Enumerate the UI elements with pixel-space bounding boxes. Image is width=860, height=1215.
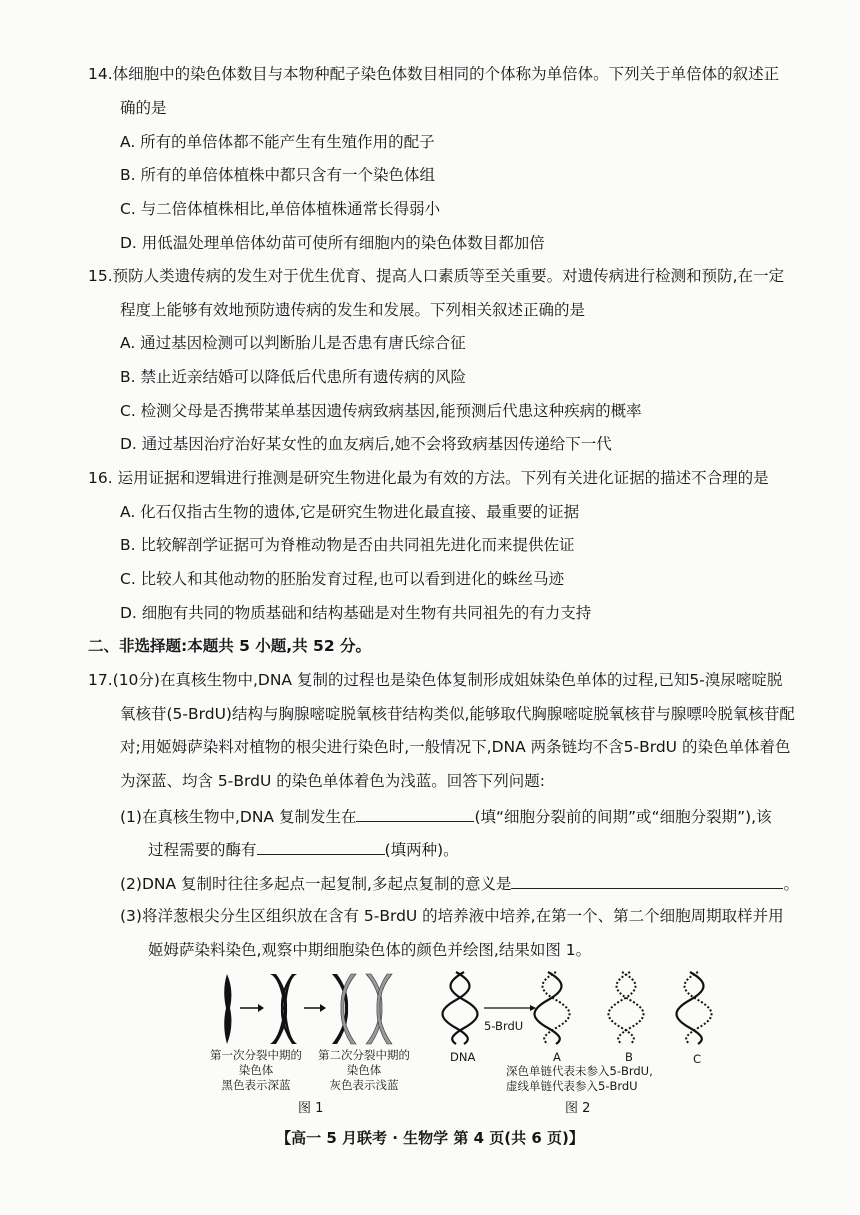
q16-option-a: A. 化石仅指古生物的遗体,它是研究生物进化最直接、最重要的证据: [120, 503, 580, 521]
arrow-icon: [240, 1004, 264, 1012]
arrow-icon: [304, 1004, 326, 1012]
q17-part3-line2: 姬姆萨染料染色,观察中期细胞染色体的颜色并绘图,结果如图 1。: [148, 941, 592, 959]
first-division-chromosome: [270, 974, 297, 1044]
figure2-dna-helices: [440, 968, 730, 1048]
figure2-label-dna: DNA: [450, 1050, 476, 1064]
q17-stem-line3: 对;用姬姆萨染料对植物的根尖进行染色时,一般情况下,DNA 两条链均不含5-BrdU 的染色单体着色: [120, 738, 791, 756]
section-heading: 二、非选择题:本题共 5 小题,共 52 分。: [88, 637, 372, 655]
dna-helix-b: [609, 972, 644, 1044]
figure2-label: 图 2: [565, 1101, 591, 1116]
q15-option-a: A. 通过基因检测可以判断胎儿是否患有唐氏综合征: [120, 334, 466, 352]
q15-option-d: D. 通过基因治疗治好某女性的血友病后,她不会将致病基因传递给下一代: [120, 435, 612, 453]
q17-part2: [120, 872, 799, 894]
answer-blank[interactable]: [511, 872, 783, 889]
q15-option-b: B. 禁止近亲结婚可以降低后代患所有遗传病的风险: [120, 368, 466, 386]
q16-option-d: D. 细胞有共同的物质基础和结构基础是对生物有共同祖先的有力支持: [120, 604, 592, 622]
answer-blank[interactable]: [356, 805, 474, 822]
q17-part1-enzyme-hint: (填两种)。: [384, 841, 459, 859]
figure2-label-c: C: [693, 1052, 702, 1066]
figure1-caption-second: [312, 1048, 416, 1093]
q14-option-b: B. 所有的单倍体植株中都只含有一个染色体组: [120, 166, 435, 184]
q17-part1-enzyme-text: 过程需要的酶有: [148, 841, 257, 859]
note-line: 深色单链代表未参入5-BrdU,: [506, 1064, 653, 1078]
q14-stem-line2: 确的是: [120, 99, 167, 117]
caption-line: 第一次分裂中期的: [210, 1048, 302, 1062]
q17-part3-line1: (3)将洋葱根尖分生区组织放在含有 5-BrdU 的培养液中培养,在第一个、第二个细胞周期取样并用: [120, 907, 784, 925]
figure1-chromosomes: [200, 970, 410, 1050]
caption-line: 黑色表示深蓝: [221, 1078, 291, 1092]
page-footer: 【高一 5 月联考 · 生物学 第 4 页(共 6 页)】: [276, 1129, 584, 1147]
figure2-note: [506, 1064, 653, 1094]
second-division-chromosome-2: [366, 974, 392, 1044]
caption-line: 染色体: [346, 1063, 382, 1077]
dna-parent-helix: [443, 972, 478, 1044]
caption-line: 灰色表示浅蓝: [329, 1078, 399, 1092]
q17-part1-hint: (填“细胞分裂前的间期”或“细胞分裂期”),该: [474, 808, 772, 826]
second-division-chromosome-1: [332, 974, 356, 1044]
q17-stem-line2: 氧核苷(5-BrdU)结构与胸腺嘧啶脱氧核苷结构类似,能够取代胸腺嘧啶脱氧核苷与腺嘌呤脱氧核苷配: [120, 705, 795, 723]
q14-option-a: A. 所有的单倍体都不能产生有生殖作用的配子: [120, 133, 435, 151]
q16-option-c: C. 比较人和其他动物的胚胎发育过程,也可以看到进化的蛛丝马迹: [120, 570, 565, 588]
q15-stem-line1: 15.预防人类遗传病的发生对于优生优育、提高人口素质等至关重要。对遗传病进行检测和预防,在一定: [88, 267, 785, 285]
figure2-arrow-label: 5-BrdU: [484, 1019, 524, 1033]
q17-part1-line1: [120, 805, 772, 827]
q15-option-c: C. 检测父母是否携带某单基因遗传病致病基因,能预测后代患这种疾病的概率: [120, 402, 642, 420]
q17-part2-end: 。: [783, 875, 799, 893]
figure1-label: 图 1: [298, 1101, 324, 1116]
unreplicated-chromosome: [224, 974, 231, 1044]
q14-option-c: C. 与二倍体植株相比,单倍体植株通常长得弱小: [120, 200, 441, 218]
q17-stem-line1: 17.(10分)在真核生物中,DNA 复制的过程也是染色体复制形成姐妹染色单体的过程,已知5-溴尿嘧啶脱: [88, 671, 783, 689]
dna-helix-c: [677, 972, 712, 1044]
caption-line: 染色体: [238, 1063, 274, 1077]
q17-part2-text: (2)DNA 复制时往往多起点一起复制,多起点复制的意义是: [120, 875, 512, 893]
q15-stem-line2: 程度上能够有效地预防遗传病的发生和发展。下列相关叙述正确的是: [120, 301, 586, 319]
figure2-label-b: B: [625, 1050, 633, 1064]
q16-stem: 16. 运用证据和逻辑进行推测是研究生物进化最为有效的方法。下列有关进化证据的描述不合理的是: [88, 469, 769, 487]
arrow-icon: [484, 1005, 536, 1011]
figure2-label-a: A: [553, 1050, 561, 1064]
q17-stem-line4: 为深蓝、均含 5-BrdU 的染色单体着色为浅蓝。回答下列问题:: [120, 772, 545, 790]
note-line: 虚线单链代表参入5-BrdU: [506, 1079, 638, 1093]
q14-stem-line1: 14.体细胞中的染色体数目与本物种配子染色体数目相同的个体称为单倍体。下列关于单倍体的叙述正: [88, 65, 780, 83]
q14-option-d: D. 用低温处理单倍体幼苗可使所有细胞内的染色体数目都加倍: [120, 234, 545, 252]
figure1-caption-first: [204, 1048, 308, 1093]
caption-line: 第二次分裂中期的: [318, 1048, 410, 1062]
q17-part1-line2: [148, 838, 459, 860]
dna-helix-a: [535, 972, 570, 1044]
q16-option-b: B. 比较解剖学证据可为脊椎动物是否由共同祖先进化而来提供佐证: [120, 536, 575, 554]
answer-blank[interactable]: [257, 838, 385, 855]
q17-part1-text: (1)在真核生物中,DNA 复制发生在: [120, 808, 357, 826]
